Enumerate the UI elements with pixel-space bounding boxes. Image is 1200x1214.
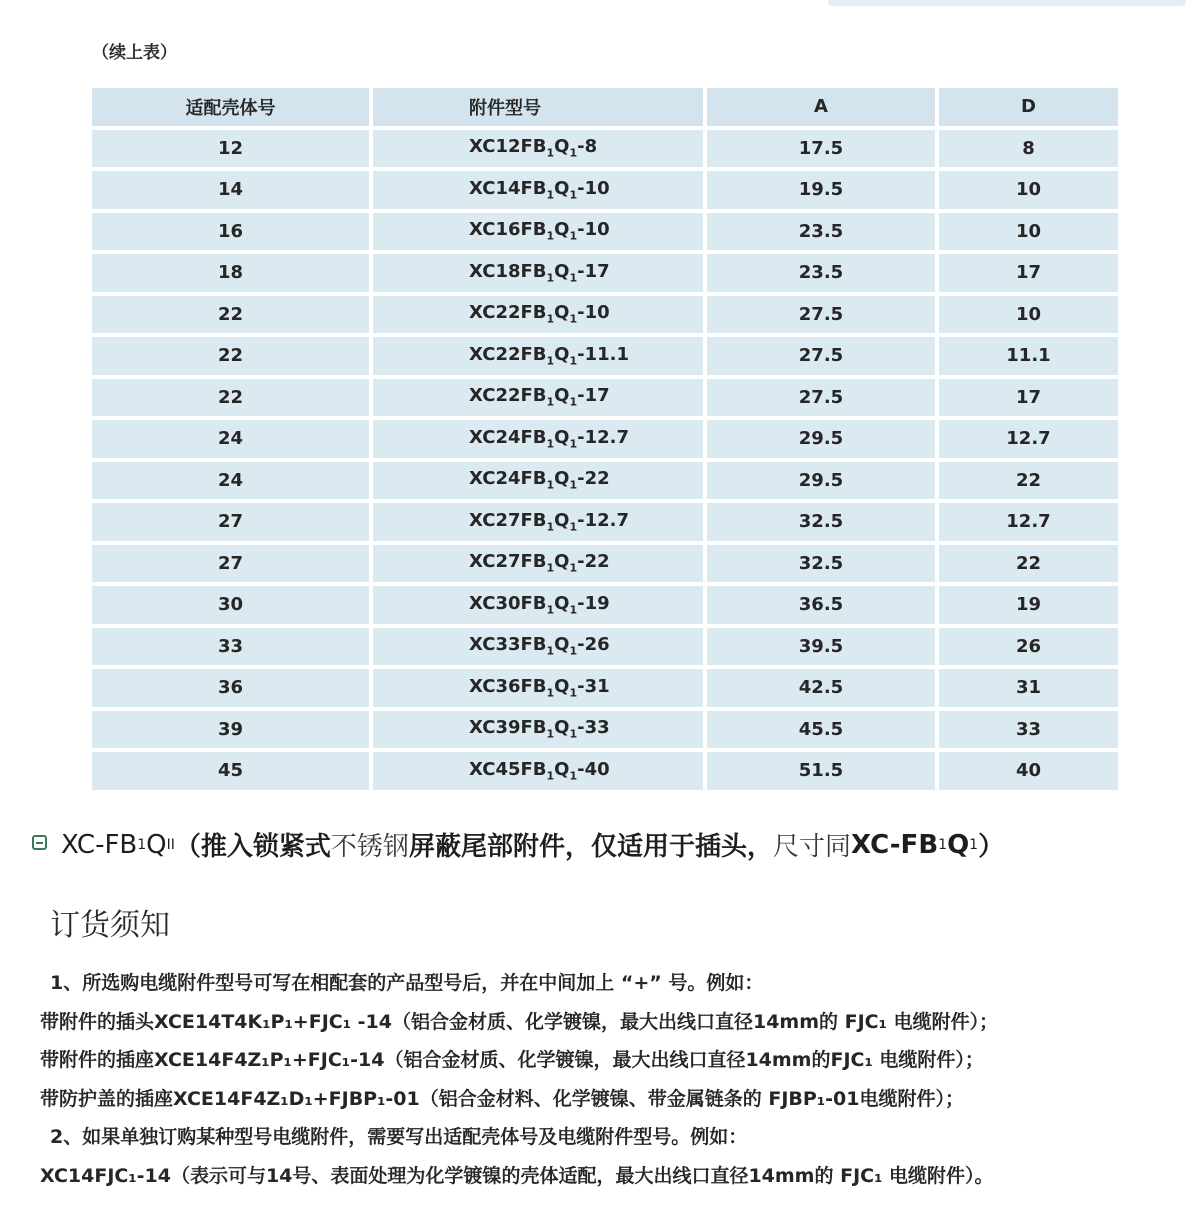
cell-shell: 18 (92, 254, 373, 296)
cell-shell: 45 (92, 752, 373, 794)
note-light-text2: 尺寸同 (772, 832, 851, 862)
model-suffix: -17 (577, 385, 610, 407)
note-light-text: 不锈钢 (330, 832, 409, 862)
model-suffix: -10 (577, 219, 610, 241)
table-row (92, 711, 1118, 753)
cell-shell: 33 (92, 628, 373, 670)
note-tail-sub: 1 (938, 836, 948, 853)
cell-shell: 12 (92, 130, 373, 172)
section-title-ordering: 订货须知 (50, 908, 170, 943)
cell-a: 27.5 (707, 296, 939, 338)
model-q: Q (554, 177, 570, 199)
note-close: ） (978, 832, 1005, 862)
table-row (92, 254, 1118, 296)
model-sub: 1 (569, 230, 578, 244)
cell-shell: 24 (92, 420, 373, 462)
model-sub: 1 (546, 520, 555, 534)
cell-a: 23.5 (707, 254, 939, 296)
header-d: D (939, 88, 1118, 130)
note-mid: Q (146, 829, 167, 860)
cell-d: 33 (939, 711, 1118, 753)
cell-d: 22 (939, 545, 1118, 587)
model-suffix: -12.7 (577, 426, 630, 448)
table-row (92, 545, 1118, 587)
order-note-line: 带附件的插头XCE14T4K₁P₁+FJC₁ -14（铝合金材质、化学镀镍，最大出线口直径14mm的 FJC₁ 电缆附件）； (40, 1010, 999, 1033)
model-q: Q (554, 219, 570, 241)
note-bullet-icon (32, 835, 47, 850)
header-shell: 适配壳体号 (92, 88, 373, 130)
cell-a: 27.5 (707, 337, 939, 379)
model-q: Q (554, 302, 570, 324)
model-base: XC16FB (469, 219, 547, 241)
cell-model (373, 503, 707, 545)
cell-model (373, 420, 707, 462)
cell-model (373, 669, 707, 711)
top-decorative-strip (828, 0, 1186, 6)
model-sub: 1 (569, 313, 578, 327)
model-suffix: -19 (577, 592, 610, 614)
model-q: Q (554, 551, 570, 573)
model-base: XC27FB (469, 509, 547, 531)
note-sub2: II (166, 836, 175, 853)
cell-shell: 14 (92, 171, 373, 213)
cell-a: 19.5 (707, 171, 939, 213)
model-sub: 1 (546, 686, 555, 700)
cell-d: 40 (939, 752, 1118, 794)
cell-d: 10 (939, 171, 1118, 213)
table-row (92, 213, 1118, 255)
model-base: XC12FB (469, 136, 547, 158)
cell-model (373, 171, 707, 213)
order-note-line: 1、所选购电缆附件型号可写在相配套的产品型号后，并在中间加上 “+” 号。例如： (50, 972, 764, 994)
cell-d: 22 (939, 462, 1118, 504)
model-suffix: -26 (577, 634, 610, 656)
model-base: XC24FB (469, 426, 547, 448)
cell-model (373, 254, 707, 296)
model-q: Q (554, 136, 570, 158)
table-header-row (92, 88, 1118, 130)
cell-d: 11.1 (939, 337, 1118, 379)
cell-shell: 22 (92, 337, 373, 379)
model-sub: 1 (569, 437, 578, 451)
order-note-line: XC14FJC₁-14（表示可与14号、表面处理为化学镀镍的壳体适配，最大出线口直径14mm的 FJC₁ 电缆附件）。 (40, 1164, 994, 1187)
model-q: Q (554, 509, 570, 531)
table-row (92, 752, 1118, 794)
model-sub: 1 (546, 188, 555, 202)
model-sub: 1 (546, 313, 555, 327)
model-q: Q (554, 634, 570, 656)
note-sub1: 1 (137, 836, 147, 853)
model-suffix: -31 (577, 675, 610, 697)
spec-table (92, 88, 1118, 794)
model-base: XC22FB (469, 343, 547, 365)
note-tail-sub2: 1 (969, 836, 979, 853)
model-base: XC33FB (469, 634, 547, 656)
table-row (92, 379, 1118, 421)
model-sub: 1 (546, 354, 555, 368)
cell-shell: 16 (92, 213, 373, 255)
note-bold-text: （推入锁紧式 (174, 832, 331, 862)
cell-model (373, 379, 707, 421)
model-suffix: -40 (577, 758, 610, 780)
variant-note (32, 826, 1182, 863)
model-sub: 1 (546, 769, 555, 783)
model-base: XC39FB (469, 717, 547, 739)
model-base: XC27FB (469, 551, 547, 573)
cell-model (373, 628, 707, 670)
model-sub: 1 (546, 437, 555, 451)
cell-a: 23.5 (707, 213, 939, 255)
cell-model (373, 711, 707, 753)
cell-shell: 22 (92, 379, 373, 421)
model-sub: 1 (569, 769, 578, 783)
table-row (92, 503, 1118, 545)
model-base: XC18FB (469, 260, 547, 282)
model-sub: 1 (546, 562, 555, 576)
model-q: Q (554, 758, 570, 780)
model-suffix: -17 (577, 260, 610, 282)
model-sub: 1 (569, 520, 578, 534)
cell-shell: 36 (92, 669, 373, 711)
model-q: Q (554, 468, 570, 490)
cell-d: 10 (939, 213, 1118, 255)
model-sub: 1 (546, 271, 555, 285)
model-sub: 1 (569, 271, 578, 285)
table-row (92, 669, 1118, 711)
cell-d: 19 (939, 586, 1118, 628)
cell-a: 42.5 (707, 669, 939, 711)
model-sub: 1 (569, 354, 578, 368)
cell-a: 17.5 (707, 130, 939, 172)
cell-d: 17 (939, 379, 1118, 421)
cell-d: 31 (939, 669, 1118, 711)
model-sub: 1 (569, 562, 578, 576)
model-sub: 1 (569, 645, 578, 659)
cell-a: 29.5 (707, 462, 939, 504)
model-sub: 1 (569, 603, 578, 617)
table-row (92, 130, 1118, 172)
model-suffix: -12.7 (577, 509, 630, 531)
model-suffix: -8 (577, 136, 598, 158)
model-sub: 1 (546, 645, 555, 659)
cell-d: 12.7 (939, 503, 1118, 545)
table-row (92, 296, 1118, 338)
cell-a: 27.5 (707, 379, 939, 421)
model-sub: 1 (546, 728, 555, 742)
cell-shell: 27 (92, 545, 373, 587)
table-row (92, 586, 1118, 628)
model-q: Q (554, 675, 570, 697)
cell-model (373, 296, 707, 338)
cell-shell: 22 (92, 296, 373, 338)
cell-a: 45.5 (707, 711, 939, 753)
model-sub: 1 (569, 686, 578, 700)
model-q: Q (554, 343, 570, 365)
cell-a: 29.5 (707, 420, 939, 462)
model-suffix: -10 (577, 302, 610, 324)
cell-shell: 30 (92, 586, 373, 628)
model-base: XC45FB (469, 758, 547, 780)
model-sub: 1 (546, 147, 555, 161)
table-row (92, 337, 1118, 379)
cell-d: 10 (939, 296, 1118, 338)
model-sub: 1 (546, 603, 555, 617)
cell-a: 32.5 (707, 503, 939, 545)
cell-shell: 27 (92, 503, 373, 545)
note-bold-text2: 屏蔽尾部附件，仅适用于插头， (408, 832, 773, 862)
cell-model (373, 337, 707, 379)
model-sub: 1 (569, 479, 578, 493)
model-suffix: -22 (577, 551, 610, 573)
model-base: XC24FB (469, 468, 547, 490)
cell-model (373, 586, 707, 628)
order-notes (40, 964, 1180, 1195)
cell-model (373, 545, 707, 587)
cell-d: 17 (939, 254, 1118, 296)
model-q: Q (554, 260, 570, 282)
model-sub: 1 (569, 188, 578, 202)
model-base: XC30FB (469, 592, 547, 614)
model-base: XC22FB (469, 302, 547, 324)
cell-a: 51.5 (707, 752, 939, 794)
cell-shell: 24 (92, 462, 373, 504)
model-sub: 1 (569, 396, 578, 410)
model-suffix: -11.1 (577, 343, 630, 365)
cell-a: 32.5 (707, 545, 939, 587)
table-row (92, 462, 1118, 504)
model-suffix: -10 (577, 177, 610, 199)
model-sub: 1 (569, 147, 578, 161)
cell-shell: 39 (92, 711, 373, 753)
table-row (92, 171, 1118, 213)
model-sub: 1 (546, 479, 555, 493)
model-base: XC14FB (469, 177, 547, 199)
cell-model (373, 752, 707, 794)
note-prefix: XC-FB (61, 829, 138, 860)
model-sub: 1 (569, 728, 578, 742)
model-base: XC36FB (469, 675, 547, 697)
header-a: A (707, 88, 939, 130)
order-note-line: 带附件的插座XCE14F4Z₁P₁+FJC₁-14（铝合金材质、化学镀镍，最大出线口直径14mm的FJC₁ 电缆附件）； (40, 1049, 984, 1071)
cell-a: 36.5 (707, 586, 939, 628)
note-tail-end: Q (947, 829, 970, 860)
cell-model (373, 213, 707, 255)
model-sub: 1 (546, 396, 555, 410)
cell-a: 39.5 (707, 628, 939, 670)
model-sub: 1 (546, 230, 555, 244)
model-suffix: -22 (577, 468, 610, 490)
header-model: 附件型号 (373, 88, 707, 130)
note-tail: XC-FB (850, 829, 939, 860)
model-q: Q (554, 717, 570, 739)
table-row (92, 628, 1118, 670)
table-row (92, 420, 1118, 462)
cell-model (373, 462, 707, 504)
order-note-line: 2、如果单独订购某种型号电缆附件，需要写出适配壳体号及电缆附件型号。例如： (50, 1126, 748, 1148)
continued-label: （续上表） (92, 43, 177, 63)
cell-model (373, 130, 707, 172)
cell-d: 8 (939, 130, 1118, 172)
cell-d: 12.7 (939, 420, 1118, 462)
model-suffix: -33 (577, 717, 610, 739)
cell-d: 26 (939, 628, 1118, 670)
model-base: XC22FB (469, 385, 547, 407)
model-q: Q (554, 426, 570, 448)
model-q: Q (554, 385, 570, 407)
model-q: Q (554, 592, 570, 614)
order-note-line: 带防护盖的插座XCE14F4Z₁D₁+FJBP₁-01（铝合金材料、化学镀镍、带金属链条的 FJBP₁-01电缆附件）； (40, 1087, 964, 1110)
